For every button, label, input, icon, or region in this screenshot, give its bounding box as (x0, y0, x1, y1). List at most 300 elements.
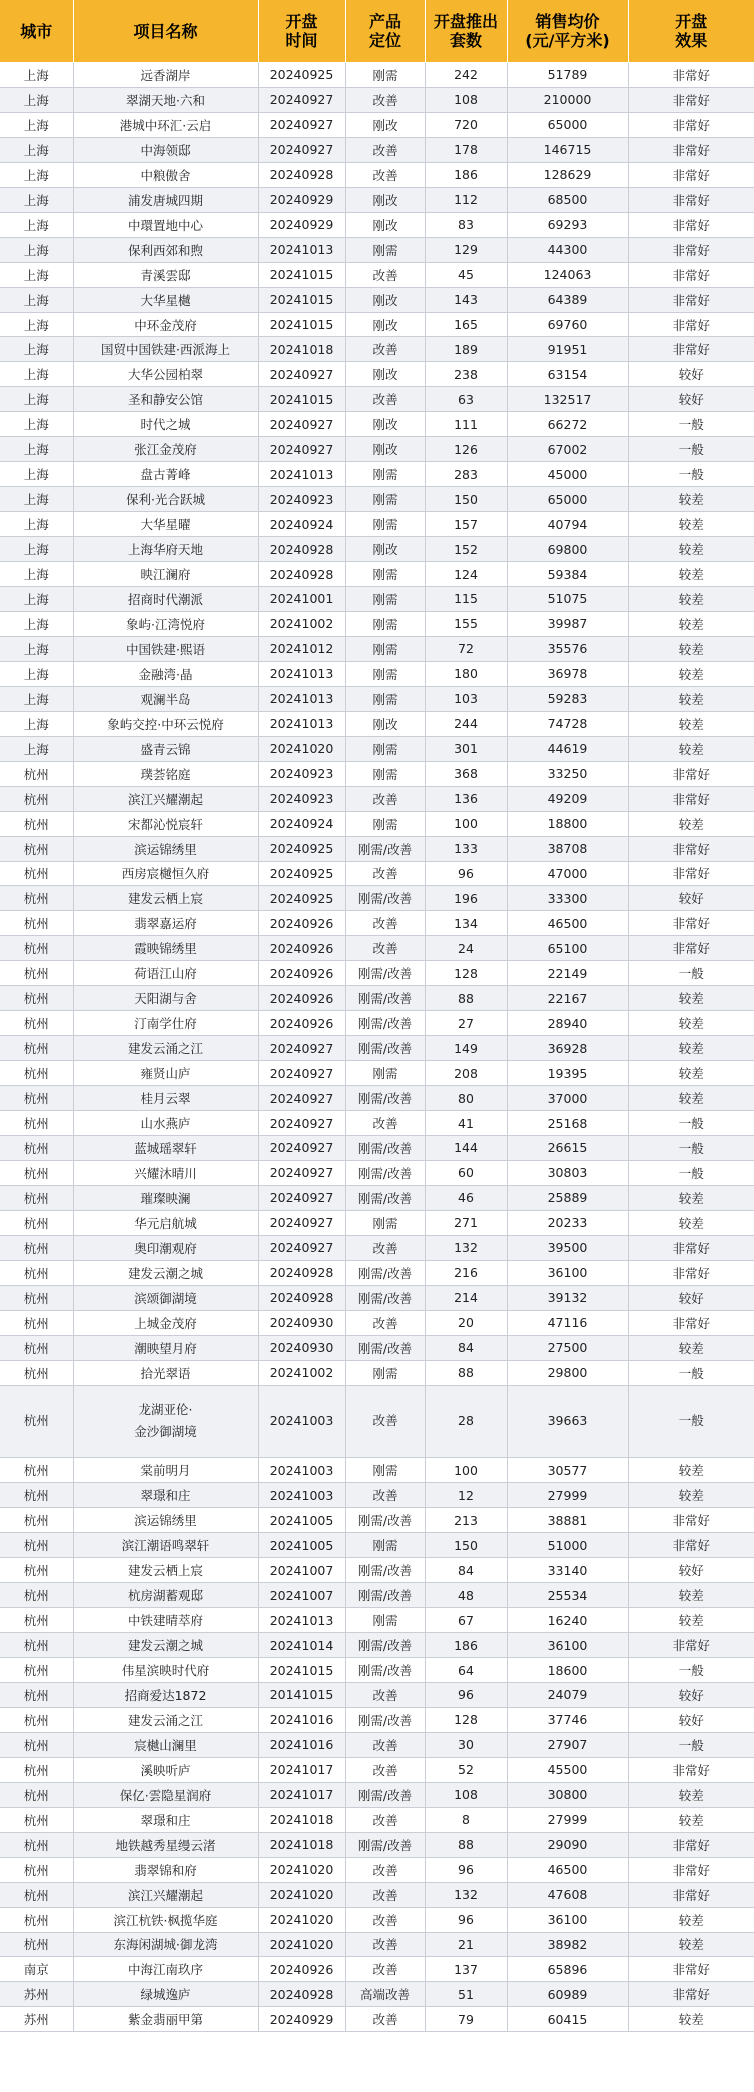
cell-opening-effect: 非常好 (628, 312, 754, 337)
cell-city: 杭州 (0, 1682, 73, 1707)
cell-project-name: 盘古菁峰 (73, 462, 258, 487)
cell-avg-price: 37746 (507, 1707, 628, 1732)
cell-open-date: 20240927 (258, 1061, 345, 1086)
table-row (0, 87, 754, 112)
table-row (0, 1658, 754, 1683)
cell-avg-price: 60989 (507, 1982, 628, 2007)
cell-open-date: 20241020 (258, 1907, 345, 1932)
cell-units-launched: 27 (425, 1011, 507, 1036)
cell-city: 杭州 (0, 1907, 73, 1932)
cell-project-name: 建发云涌之江 (73, 1036, 258, 1061)
cell-open-date: 20240928 (258, 1260, 345, 1285)
cell-city: 杭州 (0, 1160, 73, 1185)
cell-units-launched: 72 (425, 636, 507, 661)
cell-avg-price: 27500 (507, 1335, 628, 1360)
cell-city: 杭州 (0, 1707, 73, 1732)
cell-project-name: 潮映望月府 (73, 1335, 258, 1360)
cell-project-name: 璀璨映澜 (73, 1185, 258, 1210)
cell-city: 上海 (0, 711, 73, 736)
cell-project-name: 保利·光合跃城 (73, 487, 258, 512)
cell-project-name: 翡翠锦和府 (73, 1857, 258, 1882)
cell-avg-price: 65100 (507, 936, 628, 961)
table-row (0, 1682, 754, 1707)
table-row (0, 661, 754, 686)
cell-project-name: 浦发唐城四期 (73, 187, 258, 212)
cell-units-launched: 152 (425, 537, 507, 562)
cell-project-name: 滨运锦绣里 (73, 1508, 258, 1533)
cell-product-position: 刚需/改善 (345, 1135, 425, 1160)
cell-product-position: 刚需 (345, 1458, 425, 1483)
cell-opening-effect: 较好 (628, 886, 754, 911)
cell-open-date: 20240927 (258, 1036, 345, 1061)
cell-open-date: 20241018 (258, 1832, 345, 1857)
cell-city: 杭州 (0, 1608, 73, 1633)
cell-open-date: 20240928 (258, 537, 345, 562)
cell-units-launched: 96 (425, 1857, 507, 1882)
cell-product-position: 刚改 (345, 437, 425, 462)
cell-units-launched: 108 (425, 1782, 507, 1807)
cell-project-name: 建发云涌之江 (73, 1707, 258, 1732)
cell-product-position: 刚需/改善 (345, 836, 425, 861)
cell-units-launched: 216 (425, 1260, 507, 1285)
table-row (0, 1832, 754, 1857)
cell-open-date: 20240924 (258, 811, 345, 836)
cell-units-launched: 115 (425, 587, 507, 612)
cell-avg-price: 33140 (507, 1558, 628, 1583)
cell-product-position: 改善 (345, 1957, 425, 1982)
cell-opening-effect: 较差 (628, 686, 754, 711)
cell-city: 杭州 (0, 836, 73, 861)
cell-project-name: 华元启航城 (73, 1210, 258, 1235)
cell-city: 杭州 (0, 986, 73, 1011)
cell-units-launched: 244 (425, 711, 507, 736)
cell-product-position: 刚改 (345, 187, 425, 212)
cell-city: 上海 (0, 537, 73, 562)
cell-city: 杭州 (0, 1533, 73, 1558)
cell-city: 上海 (0, 512, 73, 537)
cell-open-date: 20241014 (258, 1633, 345, 1658)
cell-units-launched: 214 (425, 1285, 507, 1310)
cell-city: 杭州 (0, 1111, 73, 1136)
cell-opening-effect: 较差 (628, 487, 754, 512)
cell-opening-effect: 非常好 (628, 786, 754, 811)
cell-open-date: 20241018 (258, 337, 345, 362)
cell-opening-effect: 较差 (628, 736, 754, 761)
cell-units-launched: 108 (425, 87, 507, 112)
cell-open-date: 20240927 (258, 437, 345, 462)
cell-project-name: 港城中环汇·云启 (73, 112, 258, 137)
cell-avg-price: 210000 (507, 87, 628, 112)
cell-project-name: 雍贤山庐 (73, 1061, 258, 1086)
cell-project-name: 滨江兴耀潮起 (73, 1882, 258, 1907)
cell-open-date: 20241015 (258, 1658, 345, 1683)
cell-units-launched: 149 (425, 1036, 507, 1061)
cell-product-position: 刚需 (345, 1210, 425, 1235)
cell-product-position: 改善 (345, 861, 425, 886)
cell-product-position: 刚需 (345, 462, 425, 487)
cell-opening-effect: 较差 (628, 1185, 754, 1210)
cell-city: 杭州 (0, 936, 73, 961)
cell-units-launched: 83 (425, 212, 507, 237)
cell-opening-effect: 较差 (628, 1086, 754, 1111)
cell-city: 南京 (0, 1957, 73, 1982)
cell-opening-effect: 较差 (628, 1036, 754, 1061)
cell-project-name: 国贸中国铁建·西派海上 (73, 337, 258, 362)
cell-opening-effect: 非常好 (628, 337, 754, 362)
cell-units-launched: 84 (425, 1335, 507, 1360)
cell-project-name: 兴耀沐晴川 (73, 1160, 258, 1185)
cell-project-name: 蓝城瑶翠轩 (73, 1135, 258, 1160)
cell-product-position: 刚需 (345, 587, 425, 612)
cell-opening-effect: 非常好 (628, 861, 754, 886)
table-row (0, 1558, 754, 1583)
cell-avg-price: 30803 (507, 1160, 628, 1185)
cell-opening-effect: 一般 (628, 437, 754, 462)
cell-product-position: 改善 (345, 1235, 425, 1260)
cell-open-date: 20241003 (258, 1385, 345, 1458)
cell-project-name: 建发云潮之城 (73, 1260, 258, 1285)
table-row (0, 611, 754, 636)
cell-units-launched: 96 (425, 1907, 507, 1932)
cell-opening-effect: 非常好 (628, 1633, 754, 1658)
cell-project-name: 滨江兴耀潮起 (73, 786, 258, 811)
cell-city: 上海 (0, 387, 73, 412)
cell-avg-price: 18600 (507, 1658, 628, 1683)
cell-product-position: 刚需/改善 (345, 1508, 425, 1533)
cell-project-name: 翠璟和庄 (73, 1483, 258, 1508)
cell-project-name: 杭房湖蓄观邸 (73, 1583, 258, 1608)
cell-opening-effect: 较差 (628, 512, 754, 537)
table-row (0, 287, 754, 312)
cell-product-position: 改善 (345, 1682, 425, 1707)
cell-units-launched: 8 (425, 1807, 507, 1832)
cell-project-name: 翠璟和庄 (73, 1807, 258, 1832)
cell-avg-price: 67002 (507, 437, 628, 462)
cell-avg-price: 19395 (507, 1061, 628, 1086)
cell-opening-effect: 非常好 (628, 1235, 754, 1260)
cell-product-position: 刚需 (345, 562, 425, 587)
cell-open-date: 20240928 (258, 1982, 345, 2007)
cell-open-date: 20241016 (258, 1707, 345, 1732)
cell-units-launched: 30 (425, 1732, 507, 1757)
cell-project-name: 滨江潮语鸣翠轩 (73, 1533, 258, 1558)
cell-city: 杭州 (0, 1360, 73, 1385)
cell-opening-effect: 非常好 (628, 1982, 754, 2007)
cell-city: 上海 (0, 87, 73, 112)
table-row (0, 2007, 754, 2032)
cell-project-name: 山水燕庐 (73, 1111, 258, 1136)
cell-open-date: 20241002 (258, 611, 345, 636)
cell-avg-price: 40794 (507, 512, 628, 537)
cell-city: 杭州 (0, 861, 73, 886)
table-row (0, 1310, 754, 1335)
cell-product-position: 刚需/改善 (345, 1583, 425, 1608)
cell-opening-effect: 非常好 (628, 1260, 754, 1285)
cell-city: 上海 (0, 412, 73, 437)
cell-city: 杭州 (0, 786, 73, 811)
cell-city: 杭州 (0, 1658, 73, 1683)
cell-units-launched: 720 (425, 112, 507, 137)
table-row (0, 736, 754, 761)
cell-product-position: 改善 (345, 1483, 425, 1508)
cell-open-date: 20241020 (258, 1857, 345, 1882)
cell-product-position: 刚需/改善 (345, 1185, 425, 1210)
cell-product-position: 改善 (345, 1857, 425, 1882)
cell-open-date: 20240926 (258, 1011, 345, 1036)
cell-product-position: 刚需/改善 (345, 1011, 425, 1036)
cell-opening-effect: 较差 (628, 711, 754, 736)
table-row (0, 262, 754, 287)
cell-product-position: 刚需/改善 (345, 961, 425, 986)
cell-open-date: 20241005 (258, 1508, 345, 1533)
cell-project-name: 象屿·江湾悦府 (73, 611, 258, 636)
cell-avg-price: 63154 (507, 362, 628, 387)
cell-opening-effect: 非常好 (628, 1957, 754, 1982)
cell-avg-price: 47000 (507, 861, 628, 886)
cell-project-name: 紫金翡丽甲第 (73, 2007, 258, 2032)
cell-open-date: 20240927 (258, 1135, 345, 1160)
cell-project-name: 滨颂御湖境 (73, 1285, 258, 1310)
cell-product-position: 刚需/改善 (345, 1260, 425, 1285)
cell-city: 杭州 (0, 1310, 73, 1335)
table-row (0, 811, 754, 836)
table-row (0, 1260, 754, 1285)
table-row (0, 1086, 754, 1111)
cell-avg-price: 25889 (507, 1185, 628, 1210)
cell-avg-price: 26615 (507, 1135, 628, 1160)
cell-open-date: 20240925 (258, 886, 345, 911)
cell-product-position: 改善 (345, 1385, 425, 1458)
table-row (0, 1633, 754, 1658)
cell-units-launched: 20 (425, 1310, 507, 1335)
table-row (0, 836, 754, 861)
table-row (0, 1160, 754, 1185)
cell-units-launched: 28 (425, 1385, 507, 1458)
cell-project-name: 霞映锦绣里 (73, 936, 258, 961)
cell-avg-price: 37000 (507, 1086, 628, 1111)
table-row (0, 1508, 754, 1533)
cell-open-date: 20240923 (258, 487, 345, 512)
cell-units-launched: 283 (425, 462, 507, 487)
cell-product-position: 改善 (345, 1907, 425, 1932)
cell-avg-price: 36100 (507, 1633, 628, 1658)
cell-opening-effect: 较好 (628, 1707, 754, 1732)
table-row (0, 686, 754, 711)
cell-opening-effect: 较好 (628, 1558, 754, 1583)
cell-open-date: 20240923 (258, 786, 345, 811)
cell-avg-price: 45000 (507, 462, 628, 487)
cell-opening-effect: 一般 (628, 462, 754, 487)
cell-product-position: 刚需 (345, 237, 425, 262)
cell-city: 上海 (0, 611, 73, 636)
table-row (0, 387, 754, 412)
cell-product-position: 改善 (345, 87, 425, 112)
cell-opening-effect: 非常好 (628, 237, 754, 262)
table-row (0, 1210, 754, 1235)
cell-opening-effect: 较差 (628, 1483, 754, 1508)
cell-open-date: 20241013 (258, 1608, 345, 1633)
table-row (0, 1782, 754, 1807)
cell-units-launched: 238 (425, 362, 507, 387)
cell-city: 上海 (0, 237, 73, 262)
cell-product-position: 刚需 (345, 661, 425, 686)
cell-avg-price: 68500 (507, 187, 628, 212)
cell-opening-effect: 非常好 (628, 1857, 754, 1882)
table-row (0, 1135, 754, 1160)
cell-project-name: 汀南学仕府 (73, 1011, 258, 1036)
table-row (0, 1608, 754, 1633)
cell-avg-price: 22149 (507, 961, 628, 986)
cell-open-date: 20240927 (258, 1160, 345, 1185)
cell-product-position: 刚需/改善 (345, 1707, 425, 1732)
table-row (0, 1583, 754, 1608)
table-row (0, 212, 754, 237)
cell-open-date: 20241007 (258, 1558, 345, 1583)
cell-opening-effect: 较差 (628, 1011, 754, 1036)
cell-city: 上海 (0, 137, 73, 162)
cell-opening-effect: 较差 (628, 661, 754, 686)
cell-open-date: 20241003 (258, 1458, 345, 1483)
cell-units-launched: 21 (425, 1932, 507, 1957)
cell-project-name: 拾光翠语 (73, 1360, 258, 1385)
cell-project-name: 东海闲湖城·御龙湾 (73, 1932, 258, 1957)
cell-product-position: 改善 (345, 337, 425, 362)
cell-opening-effect: 一般 (628, 1111, 754, 1136)
table-row (0, 1732, 754, 1757)
cell-project-name: 宋都沁悦宸轩 (73, 811, 258, 836)
cell-open-date: 20240928 (258, 562, 345, 587)
cell-avg-price: 132517 (507, 387, 628, 412)
table-row (0, 63, 754, 88)
cell-project-name: 保利西郊和煦 (73, 237, 258, 262)
cell-open-date: 20240930 (258, 1335, 345, 1360)
cell-units-launched: 150 (425, 487, 507, 512)
cell-open-date: 20241020 (258, 1882, 345, 1907)
cell-product-position: 刚需/改善 (345, 1335, 425, 1360)
cell-avg-price: 39132 (507, 1285, 628, 1310)
cell-opening-effect: 非常好 (628, 137, 754, 162)
cell-avg-price: 24079 (507, 1682, 628, 1707)
cell-opening-effect: 非常好 (628, 1757, 754, 1782)
cell-units-launched: 88 (425, 986, 507, 1011)
cell-avg-price: 16240 (507, 1608, 628, 1633)
cell-opening-effect: 一般 (628, 961, 754, 986)
cell-opening-effect: 非常好 (628, 1310, 754, 1335)
cell-opening-effect: 较差 (628, 986, 754, 1011)
cell-project-name: 桂月云翠 (73, 1086, 258, 1111)
cell-open-date: 20240926 (258, 911, 345, 936)
cell-avg-price: 25168 (507, 1111, 628, 1136)
cell-open-date: 20241013 (258, 237, 345, 262)
cell-open-date: 20240926 (258, 961, 345, 986)
cell-city: 杭州 (0, 1135, 73, 1160)
cell-project-name: 天阳湖与舍 (73, 986, 258, 1011)
cell-avg-price: 65896 (507, 1957, 628, 1982)
cell-avg-price: 27907 (507, 1732, 628, 1757)
cell-city: 杭州 (0, 1832, 73, 1857)
cell-city: 上海 (0, 362, 73, 387)
cell-units-launched: 124 (425, 562, 507, 587)
cell-open-date: 20241003 (258, 1483, 345, 1508)
cell-open-date: 20240927 (258, 1210, 345, 1235)
table-row (0, 886, 754, 911)
cell-opening-effect: 较差 (628, 1210, 754, 1235)
cell-opening-effect: 一般 (628, 1732, 754, 1757)
table-row (0, 911, 754, 936)
cell-opening-effect: 较差 (628, 1608, 754, 1633)
cell-open-date: 20241013 (258, 462, 345, 487)
cell-units-launched: 96 (425, 861, 507, 886)
cell-product-position: 刚需/改善 (345, 1558, 425, 1583)
cell-project-name: 中環置地中心 (73, 212, 258, 237)
table-row (0, 1111, 754, 1136)
cell-city: 杭州 (0, 1036, 73, 1061)
cell-open-date: 20240927 (258, 87, 345, 112)
table-row (0, 437, 754, 462)
cell-city: 杭州 (0, 1633, 73, 1658)
table-row (0, 462, 754, 487)
cell-avg-price: 74728 (507, 711, 628, 736)
cell-project-name: 绿城逸庐 (73, 1982, 258, 2007)
cell-open-date: 20241015 (258, 262, 345, 287)
cell-opening-effect: 较差 (628, 1782, 754, 1807)
cell-open-date: 20240927 (258, 1235, 345, 1260)
cell-open-date: 20240923 (258, 761, 345, 786)
cell-opening-effect: 一般 (628, 1658, 754, 1683)
cell-city: 上海 (0, 112, 73, 137)
cell-product-position: 刚需/改善 (345, 1658, 425, 1683)
cell-avg-price: 38982 (507, 1932, 628, 1957)
cell-avg-price: 46500 (507, 1857, 628, 1882)
cell-opening-effect: 非常好 (628, 936, 754, 961)
cell-city: 上海 (0, 337, 73, 362)
cell-city: 杭州 (0, 1235, 73, 1260)
cell-project-name: 中粮傲舍 (73, 162, 258, 187)
cell-project-name: 时代之城 (73, 412, 258, 437)
cell-product-position: 改善 (345, 1882, 425, 1907)
cell-project-name: 招商爱达1872 (73, 1682, 258, 1707)
cell-units-launched: 143 (425, 287, 507, 312)
cell-project-name: 宸樾山澜里 (73, 1732, 258, 1757)
cell-opening-effect: 较差 (628, 611, 754, 636)
cell-project-name: 棠前明月 (73, 1458, 258, 1483)
cell-project-name: 张江金茂府 (73, 437, 258, 462)
cell-city: 杭州 (0, 1558, 73, 1583)
table-row (0, 961, 754, 986)
cell-open-date: 20240930 (258, 1310, 345, 1335)
cell-project-name: 溪映听庐 (73, 1757, 258, 1782)
cell-opening-effect: 较差 (628, 1335, 754, 1360)
cell-units-launched: 213 (425, 1508, 507, 1533)
cell-opening-effect: 较差 (628, 562, 754, 587)
table-row (0, 112, 754, 137)
cell-product-position: 高端改善 (345, 1982, 425, 2007)
cell-units-launched: 157 (425, 512, 507, 537)
table-row (0, 1185, 754, 1210)
cell-open-date: 20240928 (258, 162, 345, 187)
cell-units-launched: 60 (425, 1160, 507, 1185)
cell-city: 上海 (0, 661, 73, 686)
cell-city: 杭州 (0, 1061, 73, 1086)
cell-city: 杭州 (0, 1335, 73, 1360)
cell-avg-price: 27999 (507, 1483, 628, 1508)
cell-product-position: 刚需 (345, 811, 425, 836)
cell-project-name: 大华星曜 (73, 512, 258, 537)
table-row (0, 487, 754, 512)
cell-avg-price: 36978 (507, 661, 628, 686)
header-project-name: 项目名称 (73, 0, 258, 63)
cell-units-launched: 126 (425, 437, 507, 462)
